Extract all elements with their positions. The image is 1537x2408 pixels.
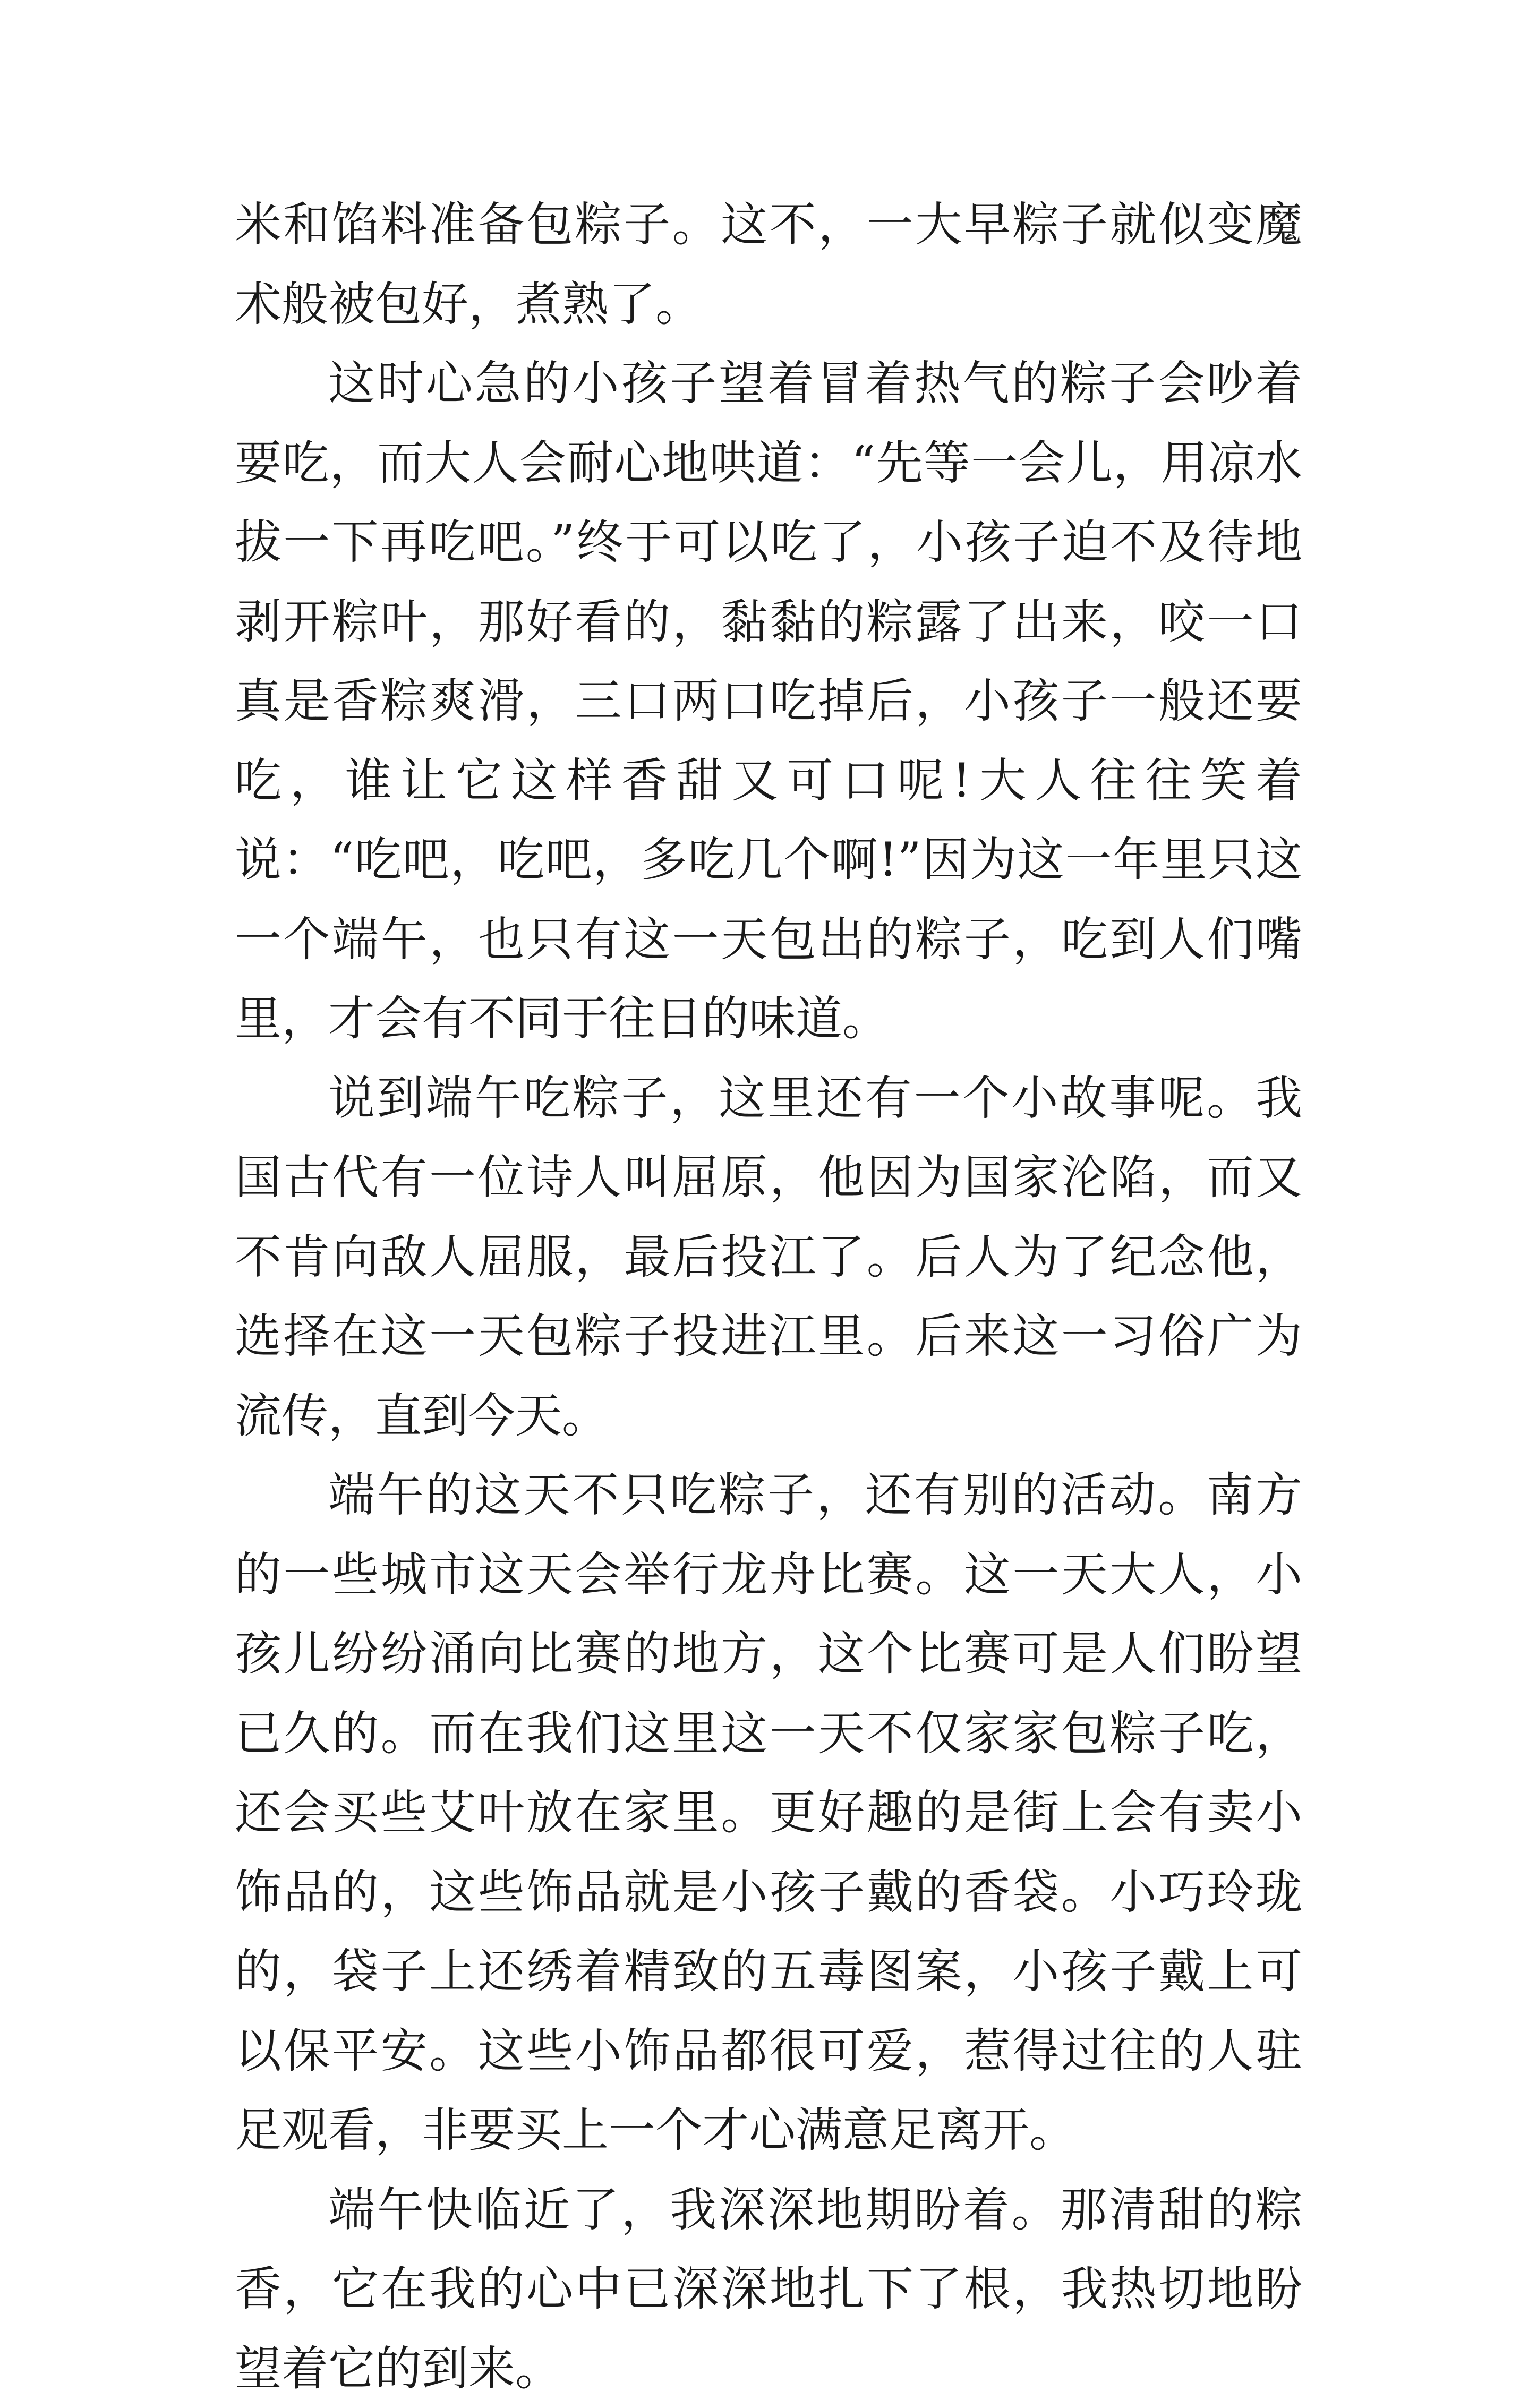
paragraph-2: 这时心急的小孩子望着冒着热气的粽子会吵着要吃，而大人会耐心地哄道：“先等一会儿，用凉水拔一下再吃吧。”终于可以吃了，小孩子迫不及待地剥开粽叶，那好看的，黏黏的粽露了出来，咬一口真是香粽爽滑，三口两口吃掉后，小孩子一般还要吃，谁让它这样香甜又可口呢!大人往往笑着说：“吃吧，吃吧，多吃几个啊!”因为这一年里只这一个端午，也只有这一天包出的粽子，吃到人们嘴里，才会有不同于往日的味道。	[235, 344, 1302, 1058]
paragraph-5: 端午快临近了，我深深地期盼着。那清甜的粽香，它在我的心中已深深地扎下了根，我热切地盼望着它的到来。	[235, 2170, 1302, 2408]
paragraph-4: 端午的这天不只吃粽子，还有别的活动。南方的一些城市这天会举行龙舟比赛。这一天大人，小孩儿纷纷涌向比赛的地方，这个比赛可是人们盼望已久的。而在我们这里这一天不仅家家包粽子吃，还会买些艾叶放在家里。更好趣的是街上会有卖小饰品的，这些饰品就是小孩子戴的香袋。小巧玲珑的，袋子上还绣着精致的五毒图案，小孩子戴上可以保平安。这些小饰品都很可爱，惹得过往的人驻足观看，非要买上一个才心满意足离开。	[235, 1455, 1302, 2170]
paragraph-1: 米和馅料准备包粽子。这不，一大早粽子就似变魔术般被包好，煮熟了。	[235, 185, 1302, 344]
body-text	[235, 185, 1302, 2408]
paragraph-3: 说到端午吃粽子，这里还有一个小故事呢。我国古代有一位诗人叫屈原，他因为国家沦陷，而又不肯向敌人屈服，最后投江了。后人为了纪念他，选择在这一天包粽子投进江里。后来这一习俗广为流传，直到今天。	[235, 1058, 1302, 1456]
